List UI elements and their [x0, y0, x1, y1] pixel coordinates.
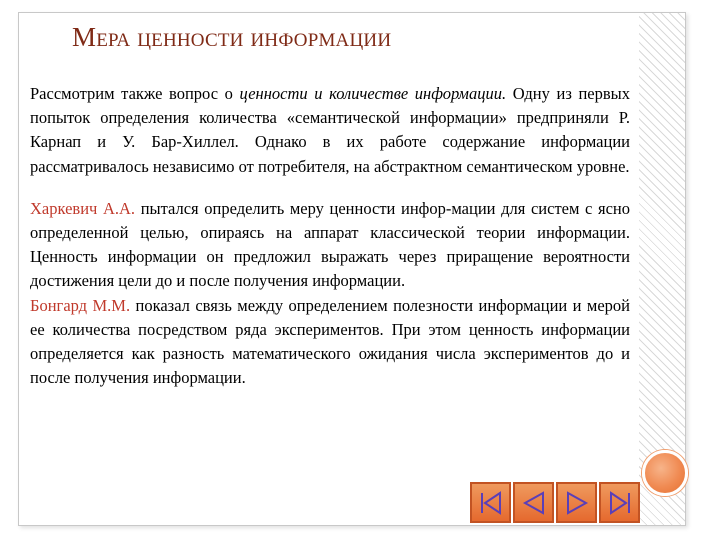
paragraph-kharkevich: [30, 197, 630, 294]
paragraph-intro: [30, 82, 630, 179]
paragraph-bongard: [30, 294, 630, 391]
intro-text-rest: Одну из первых попыток определения количества «семантической информации» предприняли Р. Карнап и У. Бар-Хиллел. Однако в их работе содержание информации рассматривалось независимо от потребителя, на абстрактном семантическом уровне.: [30, 84, 630, 176]
slide-body: [30, 82, 630, 390]
bongard-text: показал связь между определением полезности информации и мерой ее количества посредством ряда экспериментов. При этом ценность информации определяется как разность математического ожидания числа экспериментов до и после получения информации.: [30, 295, 630, 388]
first-slide-button[interactable]: [470, 482, 511, 523]
author-name-bongard: Бонгард М.М.: [30, 295, 131, 315]
intro-text-start: Рассмотрим также вопрос о: [30, 84, 240, 103]
author-name-kharkevich: Харкевич А.А.: [30, 198, 136, 218]
previous-slide-icon: [519, 488, 549, 518]
last-slide-button[interactable]: [599, 482, 640, 523]
intro-emphasis: ценности и количестве информации.: [239, 84, 507, 103]
decorative-stripes: [639, 13, 685, 525]
decorative-circle: [642, 450, 688, 496]
slide-title: Мера ценности информации: [72, 22, 392, 52]
next-slide-icon: [562, 488, 592, 518]
first-slide-icon: [476, 488, 506, 518]
last-slide-icon: [605, 488, 635, 518]
next-slide-button[interactable]: [556, 482, 597, 523]
kharkevich-text: пытался определить меру ценности инфор-мации для систем с ясно определенной целью, опираясь на аппарат классической теории информации. Ценность информации он предложил выражать через приращение вероятности достижения цели до и после получения информации.: [30, 198, 631, 291]
previous-slide-button[interactable]: [513, 482, 554, 523]
slide-navigation: [470, 482, 640, 523]
